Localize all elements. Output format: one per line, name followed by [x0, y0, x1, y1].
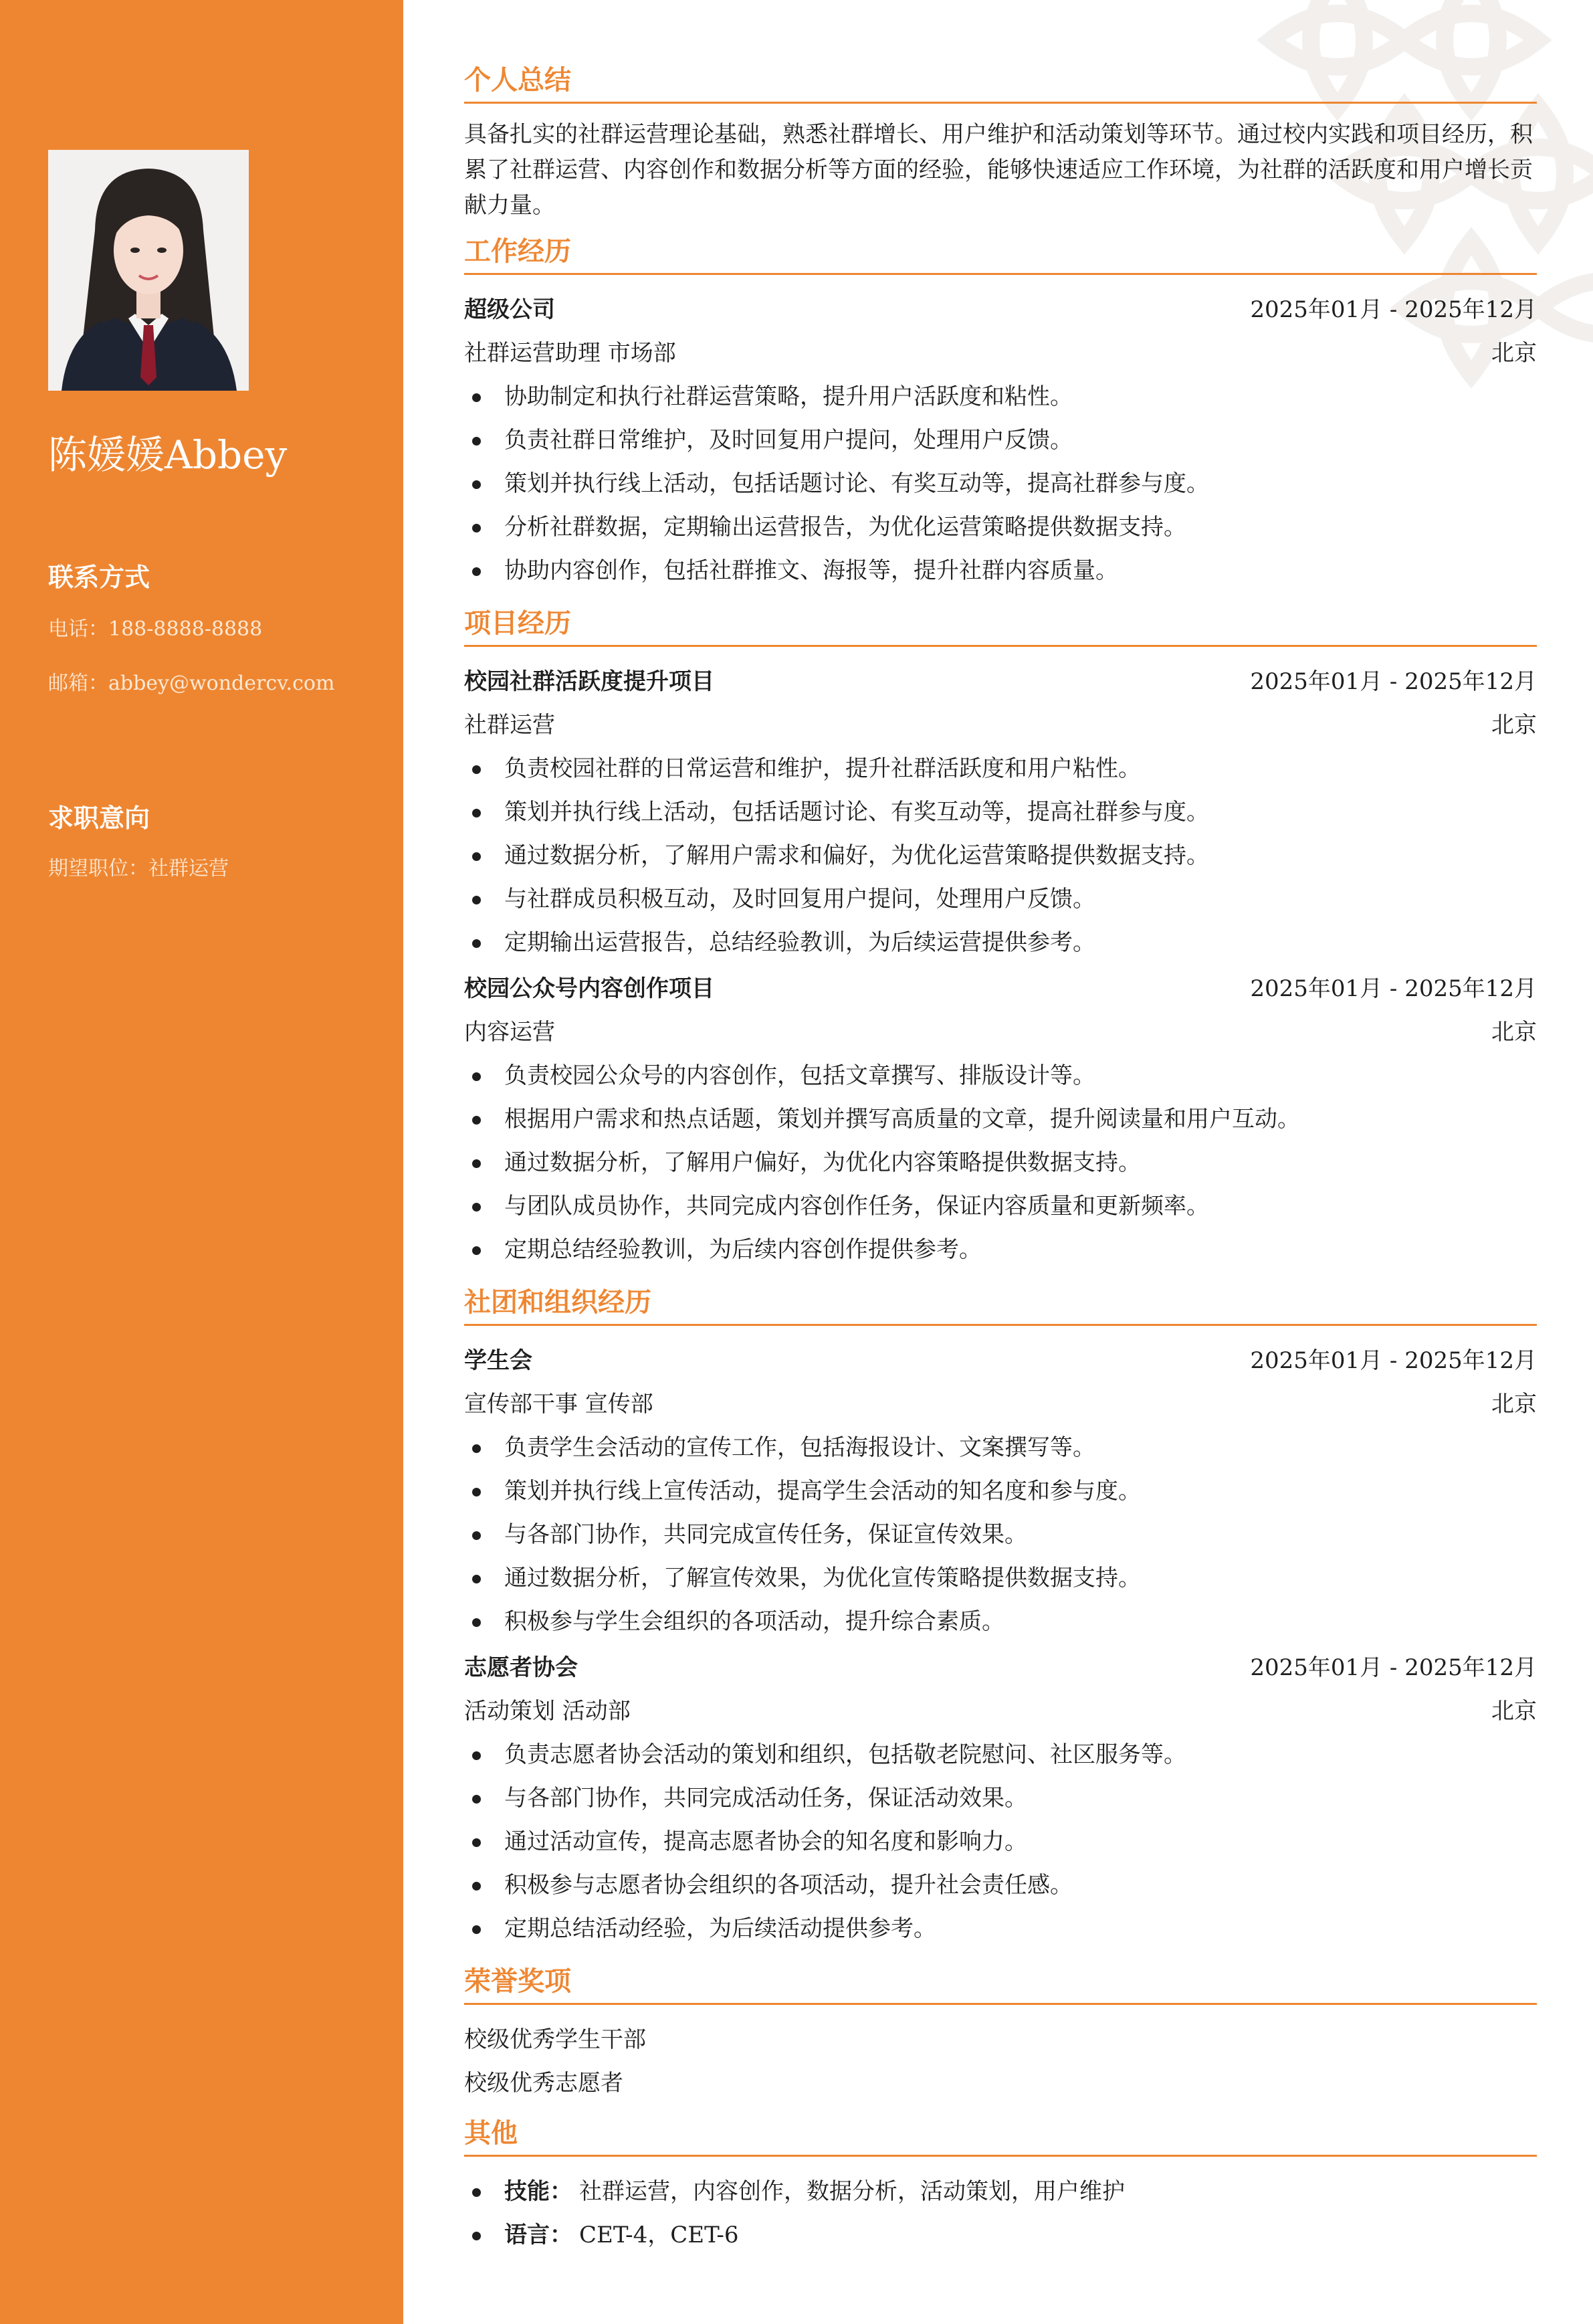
entry-location: 北京	[1491, 1019, 1537, 1046]
entry-role: 宣传部干事 宣传部	[464, 1391, 653, 1418]
entry-org: 学生会	[464, 1347, 532, 1374]
entry-location: 北京	[1491, 1698, 1537, 1725]
entry-date: 2025年01月 - 2025年12月	[1250, 975, 1537, 1002]
bullet-item: 通过数据分析，了解用户需求和偏好，为优化运营策略提供数据支持。	[464, 834, 1537, 878]
job-intent-row	[48, 850, 356, 888]
club-entry	[464, 1646, 1537, 1951]
language-item	[464, 2214, 1537, 2257]
contact-title: 联系方式	[48, 562, 150, 592]
entry-role: 社群运营助理 市场部	[464, 340, 676, 367]
entry-header	[464, 1646, 1537, 1690]
bullet-item: 负责校园公众号的内容创作，包括文章撰写、排版设计等。	[464, 1054, 1537, 1098]
entry-role: 活动策划 活动部	[464, 1698, 631, 1725]
entry-subheader	[464, 332, 1537, 375]
projects-title: 项目经历	[464, 605, 1537, 647]
project-entry	[464, 660, 1537, 965]
project-entry	[464, 967, 1537, 1272]
entry-header	[464, 1339, 1537, 1383]
bullet-item: 与团队成员协作，共同完成内容创作任务，保证内容质量和更新频率。	[464, 1185, 1537, 1228]
entry-subheader	[464, 1011, 1537, 1054]
entry-header	[464, 660, 1537, 704]
email-label: 邮箱：	[48, 672, 108, 695]
entry-subheader	[464, 704, 1537, 747]
bullet-item: 定期总结活动经验，为后续活动提供参考。	[464, 1907, 1537, 1951]
portrait-image	[48, 150, 249, 391]
bullet-item: 与各部门协作，共同完成宣传任务，保证宣传效果。	[464, 1513, 1537, 1557]
intent-value: 社群运营	[148, 857, 229, 880]
work-title: 工作经历	[464, 233, 1537, 275]
entry-date: 2025年01月 - 2025年12月	[1250, 668, 1537, 695]
other-title: 其他	[464, 2115, 1537, 2157]
bullet-item: 负责志愿者协会活动的策划和组织，包括敬老院慰问、社区服务等。	[464, 1733, 1537, 1777]
honor-item: 校级优秀学生干部	[464, 2026, 646, 2053]
summary-text: 具备扎实的社群运营理论基础，熟悉社群增长、用户维护和活动策划等环节。通过校内实践和项目经历，积累了社群运营、内容创作和数据分析等方面的经验，能够快速适应工作环境，为社群的活跃度和用户增长贡献力量。	[464, 121, 1533, 219]
candidate-name: 陈媛媛Abbey	[48, 432, 288, 478]
honors-title: 荣誉奖项	[464, 1963, 1537, 2005]
bullet-item: 定期总结经验教训，为后续内容创作提供参考。	[464, 1228, 1537, 1272]
bullet-item: 负责学生会活动的宣传工作，包括海报设计、文案撰写等。	[464, 1426, 1537, 1470]
work-entry	[464, 288, 1537, 593]
phone-row	[48, 610, 356, 649]
bullet-item: 根据用户需求和热点话题，策划并撰写高质量的文章，提升阅读量和用户互动。	[464, 1098, 1537, 1141]
intent-label: 期望职位：	[48, 857, 148, 880]
other-list	[464, 2170, 1537, 2257]
phone-label: 电话：	[48, 617, 108, 641]
entry-date: 2025年01月 - 2025年12月	[1250, 296, 1537, 323]
email-value: abbey@wondercv.com	[108, 672, 335, 695]
job-intent-title: 求职意向	[48, 803, 150, 833]
entry-location: 北京	[1491, 340, 1537, 367]
club-entry	[464, 1339, 1537, 1644]
bullet-item: 定期输出运营报告，总结经验教训，为后续运营提供参考。	[464, 921, 1537, 965]
bullet-item: 策划并执行线上活动，包括话题讨论、有奖互动等，提高社群参与度。	[464, 462, 1537, 506]
bullet-item: 通过活动宣传，提高志愿者协会的知名度和影响力。	[464, 1820, 1537, 1864]
bullet-item: 负责校园社群的日常运营和维护，提升社群活跃度和用户粘性。	[464, 747, 1537, 791]
entry-bullets	[464, 1426, 1537, 1644]
entry-role: 社群运营	[464, 712, 555, 739]
bullet-item: 通过数据分析，了解宣传效果，为优化宣传策略提供数据支持。	[464, 1557, 1537, 1600]
entry-bullets	[464, 1733, 1537, 1951]
skills-value: 社群运营，内容创作，数据分析，活动策划，用户维护	[579, 2178, 1125, 2205]
bullet-item: 分析社群数据，定期输出运营报告，为优化运营策略提供数据支持。	[464, 506, 1537, 549]
clubs-title: 社团和组织经历	[464, 1284, 1537, 1326]
bullet-item: 通过数据分析，了解用户偏好，为优化内容策略提供数据支持。	[464, 1141, 1537, 1185]
bullet-item: 策划并执行线上宣传活动，提高学生会活动的知名度和参与度。	[464, 1470, 1537, 1513]
bullet-item: 与各部门协作，共同完成活动任务，保证活动效果。	[464, 1777, 1537, 1820]
summary-title: 个人总结	[464, 62, 1537, 104]
entry-org: 超级公司	[464, 296, 555, 323]
entry-org: 志愿者协会	[464, 1654, 578, 1681]
skills-label: 技能：	[504, 2178, 572, 2205]
entry-subheader	[464, 1690, 1537, 1733]
entry-bullets	[464, 375, 1537, 593]
bullet-item: 协助制定和执行社群运营策略，提升用户活跃度和粘性。	[464, 375, 1537, 419]
bullet-item: 与社群成员积极互动，及时回复用户提问，处理用户反馈。	[464, 878, 1537, 921]
entry-bullets	[464, 1054, 1537, 1272]
language-label: 语言：	[504, 2222, 572, 2248]
entry-org: 校园公众号内容创作项目	[464, 975, 714, 1002]
language-value: CET-4，CET-6	[579, 2222, 739, 2248]
entry-subheader	[464, 1383, 1537, 1426]
entry-location: 北京	[1491, 712, 1537, 739]
skills-item	[464, 2170, 1537, 2214]
entry-bullets	[464, 747, 1537, 965]
entry-date: 2025年01月 - 2025年12月	[1250, 1347, 1537, 1374]
email-row	[48, 662, 356, 705]
entry-location: 北京	[1491, 1391, 1537, 1418]
honor-item: 校级优秀志愿者	[464, 2070, 623, 2097]
sidebar	[0, 0, 403, 2324]
phone-value: 188-8888-8888	[108, 617, 263, 641]
entry-header	[464, 288, 1537, 332]
profile-photo	[48, 150, 249, 391]
bullet-item: 策划并执行线上活动，包括话题讨论、有奖互动等，提高社群参与度。	[464, 791, 1537, 834]
bullet-item: 负责社群日常维护，及时回复用户提问，处理用户反馈。	[464, 419, 1537, 462]
entry-role: 内容运营	[464, 1019, 555, 1046]
entry-date: 2025年01月 - 2025年12月	[1250, 1654, 1537, 1681]
main-content	[464, 62, 1537, 2257]
bullet-item: 积极参与学生会组织的各项活动，提升综合素质。	[464, 1600, 1537, 1644]
entry-header	[464, 967, 1537, 1011]
bullet-item: 协助内容创作，包括社群推文、海报等，提升社群内容质量。	[464, 549, 1537, 593]
entry-org: 校园社群活跃度提升项目	[464, 668, 714, 695]
bullet-item: 积极参与志愿者协会组织的各项活动，提升社会责任感。	[464, 1864, 1537, 1907]
